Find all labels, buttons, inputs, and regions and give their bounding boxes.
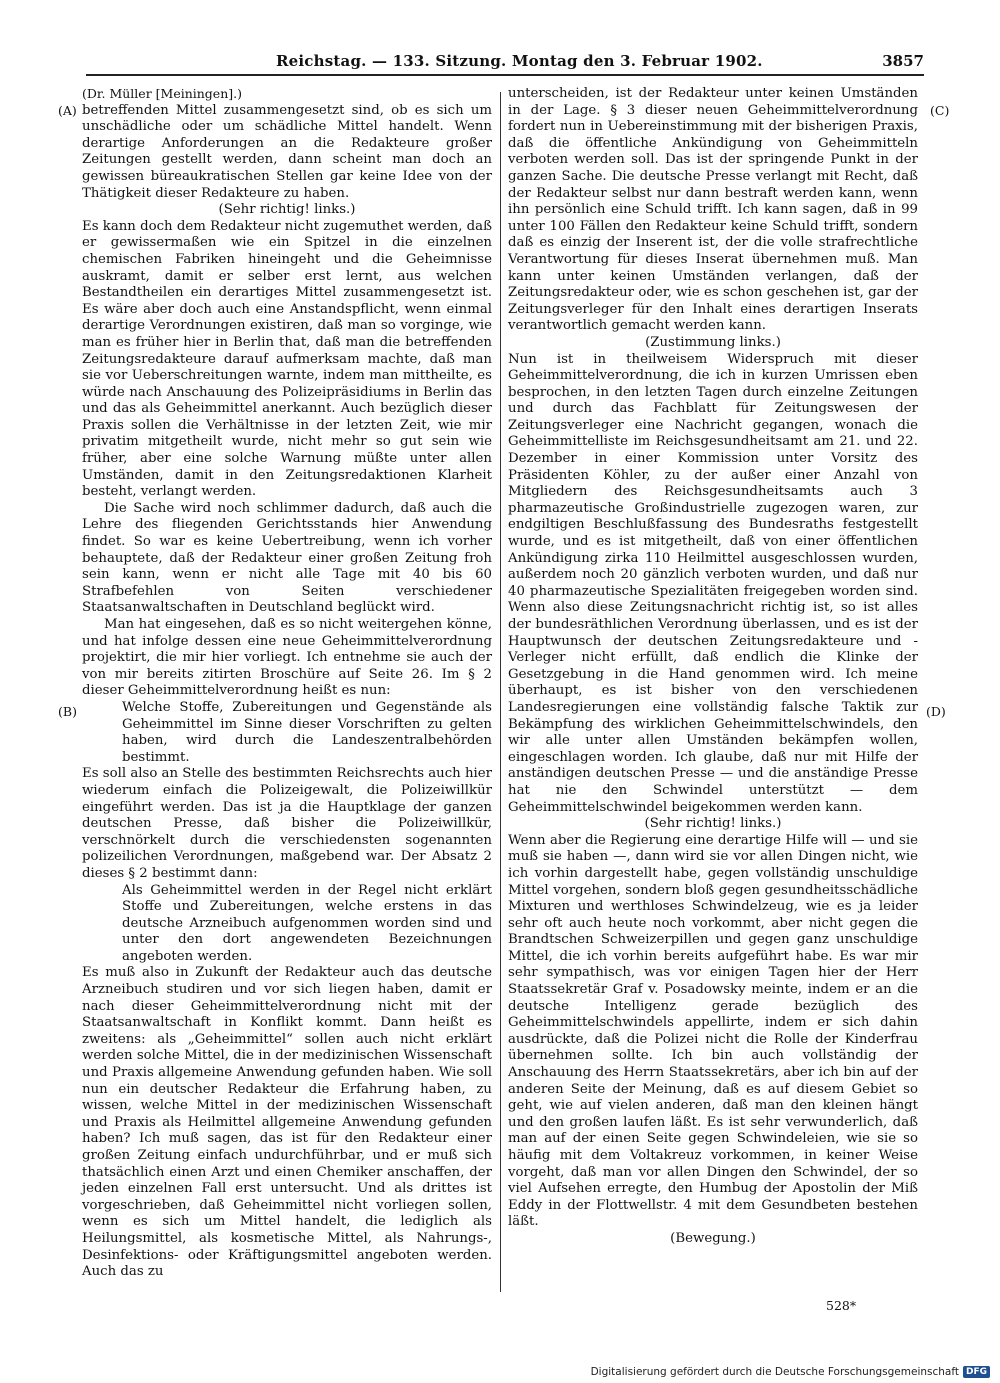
page-header xyxy=(86,48,924,76)
paragraph: Die Sache wird noch schlimmer dadurch, daß auch die Lehre des fliegenden Gerichtsstands hier Anwendung findet. So war es keine Uebertreibung, wenn ich vorher behauptete, daß der Redakteur einer großen Zeitung froh sein kann, wenn er nicht alle Tage mit 40 bis 60 Strafbefehlen von Seiten verschiedener Staatsanwaltschaften in Deutschland beglückt wird. xyxy=(82,500,492,616)
margin-marker-c: (C) xyxy=(930,103,950,118)
header-rule xyxy=(86,74,924,76)
speaker-label: (Dr. Müller [Meiningen].) xyxy=(82,86,242,101)
signature-mark: 528* xyxy=(826,1298,857,1313)
block-quote: Welche Stoffe, Zubereitungen und Gegenstände als Geheimmittel im Sinne dieser Vorschriften zu gelten haben, wird durch die Landeszentralbehörden bestimmt. xyxy=(122,699,492,765)
column-divider xyxy=(500,92,501,1292)
funding-footer xyxy=(591,1366,990,1378)
paragraph: Man hat eingesehen, daß es so nicht weitergehen könne, und hat infolge dessen eine neue Geheimmittelverordnung projektirt, die mir hier vorliegt. Ich entnehme sie auch der von mir bereits zitirten Broschüre auf Seite 26. Im § 2 dieser Geheimmittelverordnung heißt es nun: xyxy=(82,617,492,699)
paragraph: Es muß also in Zukunft der Redakteur auch das deutsche Arzneibuch studiren und vor sich liegen haben, damit er nach dieser Geheimmittelverordnung nicht mit der Staatsanwaltschaft in Konflikt kommt. Dann heißt es zweitens: als „Geheimmittel“ sollen auch nicht erklärt werden solche Mittel, die in der medizinischen Wissenschaft und Praxis allgemeine Anwendung gefunden haben. Wie soll nun ein deutscher Redakteur die Erfahrung haben, zu wissen, welche Mittel in der medizinischen Wissenschaft und Praxis als Heilmittel allgemeine Anwendung gefunden haben? Ich muß sagen, das ist für den Redakteur einer großen Zeitung einfach undurchführbar, und er muß sich thatsächlich einen Arzt und einen Chemiker anschaffen, der jeden einzelnen Fall erst untersucht. Und als drittes ist vorgeschrieben, daß Geheimmittel nicht vorliegen sollen, wenn es sich um Mittel handelt, die lediglich als Heilungsmittel, als kosmetische Mittel, als Nahrungs-, Desinfektions- oder Kräftigungsmittel angeboten werden. Auch das zu xyxy=(82,965,492,1280)
page-number: 3857 xyxy=(882,52,924,70)
interjection: (Bewegung.) xyxy=(670,1230,756,1246)
interjection: (Sehr richtig! links.) xyxy=(218,202,356,218)
paragraph: unterscheiden, ist der Redakteur unter keinen Umständen in der Lage. § 3 dieser neuen Geheimmittelverordnung fordert nun in Uebereinstimmung mit der bisherigen Praxis, daß die öffentliche Ankündigung von Geheimmitteln verboten werden soll. Das ist der springende Punkt in der ganzen Sache. Die deutsche Presse verlangt mit Recht, daß der Redakteur selbst nur dann bestraft werden kann, wenn ihn persönlich eine Schuld trifft. Ich kann sagen, daß in 99 unter 100 Fällen den Redakteur keine Schuld trifft, sondern daß es einzig der Inserent ist, der die volle strafrechtliche Verantwortung für dieses Inserat übernehmen muß. Man kann unter keinen Umständen verlangen, daß der Zeitungsredakteur oder, wie es schon geschehen ist, gar der Zeitungsverleger für den Inhalt eines derartigen Inserats verantwortlich gemacht werden kann. xyxy=(508,86,918,334)
running-title: Reichstag. — 133. Sitzung. Montag den 3. Februar 1902. xyxy=(276,52,763,70)
interjection: (Sehr richtig! links.) xyxy=(644,816,782,832)
margin-marker-d: (D) xyxy=(926,704,946,719)
paragraph: Nun ist in theilweisem Widerspruch mit dieser Geheimmittelverordnung, die ich in kurzen Umrissen eben besprochen, in den letzten Tagen durch einzelne Zeitungen und durch das Fachblatt für Zeitungswesen der Zeitungsverleger eine Nachricht gegangen, wonach die Geheimmittelliste im Reichsgesundheitsamt am 21. und 22. Dezember in einer Kommission unter Vorsitz des Präsidenten Köhler, zu der außer einer Anzahl von Mitgliedern des Reichsgesundheitsamts auch 3 pharmazeutische Großindustrielle zugezogen waren, zur endgiltigen Beschlußfassung des Bundesraths festgestellt wurde, und es ist mitgetheilt, daß von einer öffentlichen Ankündigung zirka 110 Heilmittel ausgeschlossen wurden, außerdem noch 20 gänzlich verboten wurden, und daß nur 40 pharmazeutische Spezialitäten freigegeben worden sind. Wenn also diese Zeitungsnachricht richtig ist, so ist alles der bundesräthlichen Verordnung überlassen, und es ist der Hauptwunsch der deutschen Zeitungsredakteure und -Verleger nicht erfüllt, daß endlich die Klinke der Gesetzgebung in die Hand genommen wird. Ich meine überhaupt, es ist bisher von den verschiedenen Landesregierungen eine vollständig falsche Taktik zur Bekämpfung des wirklichen Geheimmittelschwindels, den wir alle unter allen Umständen bekämpfen wollen, eingeschlagen worden. Ich glaube, daß nur mit Hilfe der anständigen deutschen Presse — und die anständige Presse hat nie den Schwindel unterstützt — dem Geheimmittelschwindel beigekommen werden kann. xyxy=(508,351,918,815)
paragraph: Wenn aber die Regierung eine derartige Hilfe will — und sie muß sie haben —, dann wird sie vor allen Dingen nicht, wie ich vorhin dargestellt habe, gegen vollständig unschuldige Mittel vorgehen, sondern bloß gegen gesundheitsschädliche Mixturen und werthloses Schwindelzeug, wie es ja leider sehr oft auch heute noch vorkommt, aber nicht gegen die Brandtschen Schweizerpillen und gegen ganz unschuldige Mittel, die ich vorhin bereits aufgeführt habe. Es war mir sehr sympathisch, was vor einigen Tagen hier der Herr Staatssekretär Graf v. Posadowsky meinte, indem er an die deutsche Intelligenz gerade bezüglich des Geheimmittelschwindels appellirte, indem er sich dahin ausdrückte, daß die Polizei nicht die Rolle der Kinderfrau übernehmen sollte. Ich bin auch vollständig der Anschauung des Herrn Staatssekretärs, aber ich bin auf der anderen Seite der Meinung, daß es auf diesem Gebiet so geht, wie auf vielen anderen, daß man den kleinen hängt und den großen laufen läßt. Es ist sehr verwunderlich, daß man auf der einen Seite gegen Schwindeleien, wie sie so häufig mit dem Voltakreuz vorkommen, in keiner Weise vorgeht, daß man vor allen Dingen den Schwindel, der so viel Aufsehen erregte, den Humbug der Apostolin der Miß Eddy in der Flottwellstr. 4 mit dem Gesundbeten bestehen läßt. xyxy=(508,832,918,1230)
paragraph: betreffenden Mittel zusammengesetzt sind, ob es sich um unschädliche oder um schädliche Mittel handelt. Wenn derartige Anforderungen an die Redakteure großer Zeitungen gestellt werden, dann scheint man doch an gewissen büreaukratischen Stellen gar keine Idee von der Thätigkeit dieser Redakteure zu haben. xyxy=(82,102,492,201)
paragraph: Es kann doch dem Redakteur nicht zugemuthet werden, daß er gewissermaßen wie ein Spitzel in die einzelnen chemischen Fabriken hineingeht und die Geheimnisse auskramt, damit er selber erst lernt, aus welchen Bestandtheilen ein derartiges Mittel zusammengesetzt ist. Es wäre aber doch auch eine Anstandspflicht, wenn einmal derartige Verordnungen existiren, daß man so vorginge, wie man es früher hier in Berlin that, daß man die betreffenden Zeitungsredakteure darauf aufmerksam machte, daß man sie vor Ueberschreitungen warnte, indem man mittheilte, es würde nach Anschauung des Polizeipräsidiums in Berlin das und das als Geheimmittel anerkannt. Auch bezüglich dieser Praxis sollen die Verhältnisse in der letzten Zeit, wie mir privatim mitgetheilt wurde, nicht mehr so gut sein wie früher, aber eine solche Warnung müßte unter allen Umständen, damit in den Zeitungsredaktionen Klarheit besteht, verlangt werden. xyxy=(82,218,492,500)
margin-marker-a: (A) xyxy=(58,103,77,118)
left-column xyxy=(82,86,492,1281)
interjection: (Zustimmung links.) xyxy=(645,334,781,350)
paragraph: Es soll also an Stelle des bestimmten Reichsrechts auch hier wiederum einfach die Polizeigewalt, die Polizeiwillkür eingeführt werden. Das ist ja die Hauptklage der ganzen deutschen Presse, daß bisher die Polizeiwillkür, verschnörkelt durch die verschiedensten sogenannten polizeilichen Verordnungen, maßgebend war. Der Absatz 2 dieses § 2 bestimmt dann: xyxy=(82,766,493,881)
dfg-logo-icon: DFG xyxy=(963,1366,990,1378)
right-column xyxy=(508,86,918,1248)
funding-note: Digitalisierung gefördert durch die Deutsche Forschungsgemeinschaft xyxy=(590,1366,959,1378)
block-quote: Als Geheimmittel werden in der Regel nicht erklärt Stoffe und Zubereitungen, welche erstens in das deutsche Arzneibuch aufgenommen worden sind und unter den dort angewendeten Bezeichnungen angeboten werden. xyxy=(122,882,492,964)
margin-marker-b: (B) xyxy=(58,704,77,719)
